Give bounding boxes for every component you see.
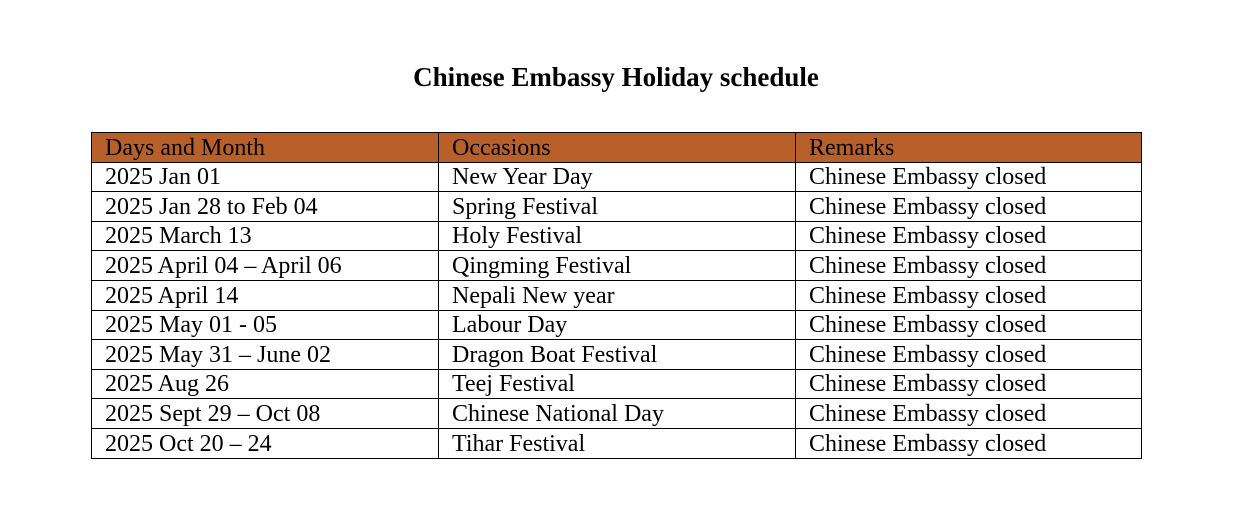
occasion-cell: Teej Festival [439,369,796,399]
occasion-cell: Qingming Festival [439,251,796,281]
date-cell: 2025 Aug 26 [92,369,439,399]
occasion-cell: Spring Festival [439,192,796,222]
table-row [92,162,1142,192]
date-cell: 2025 May 31 – June 02 [92,340,439,370]
occasion-cell: Nepali New year [439,280,796,310]
table-row [92,369,1142,399]
remark-cell: Chinese Embassy closed [796,340,1142,370]
occasion-cell: Tihar Festival [439,428,796,458]
remark-cell: Chinese Embassy closed [796,428,1142,458]
column-header-occasions: Occasions [439,133,796,163]
date-cell: 2025 Sept 29 – Oct 08 [92,399,439,429]
holiday-table [91,132,1142,459]
table-row [92,310,1142,340]
remark-cell: Chinese Embassy closed [796,369,1142,399]
page-title: Chinese Embassy Holiday schedule [413,62,819,92]
date-cell: 2025 April 04 – April 06 [92,251,439,281]
occasion-cell: Dragon Boat Festival [439,340,796,370]
column-header-days-and-month: Days and Month [92,133,439,163]
remark-cell: Chinese Embassy closed [796,251,1142,281]
remark-cell: Chinese Embassy closed [796,399,1142,429]
date-cell: 2025 April 14 [92,280,439,310]
date-cell: 2025 Jan 28 to Feb 04 [92,192,439,222]
remark-cell: Chinese Embassy closed [796,162,1142,192]
occasion-cell: Holy Festival [439,221,796,251]
column-header-remarks: Remarks [796,133,1142,163]
remark-cell: Chinese Embassy closed [796,221,1142,251]
date-cell: 2025 March 13 [92,221,439,251]
table-row [92,280,1142,310]
table-header-row [92,133,1142,163]
table-row [92,428,1142,458]
table-row [92,399,1142,429]
table-row [92,340,1142,370]
occasion-cell: New Year Day [439,162,796,192]
remark-cell: Chinese Embassy closed [796,310,1142,340]
date-cell: 2025 Oct 20 – 24 [92,428,439,458]
remark-cell: Chinese Embassy closed [796,280,1142,310]
date-cell: 2025 May 01 - 05 [92,310,439,340]
occasion-cell: Chinese National Day [439,399,796,429]
occasion-cell: Labour Day [439,310,796,340]
remark-cell: Chinese Embassy closed [796,192,1142,222]
table-row [92,192,1142,222]
table-row [92,221,1142,251]
table-row [92,251,1142,281]
date-cell: 2025 Jan 01 [92,162,439,192]
